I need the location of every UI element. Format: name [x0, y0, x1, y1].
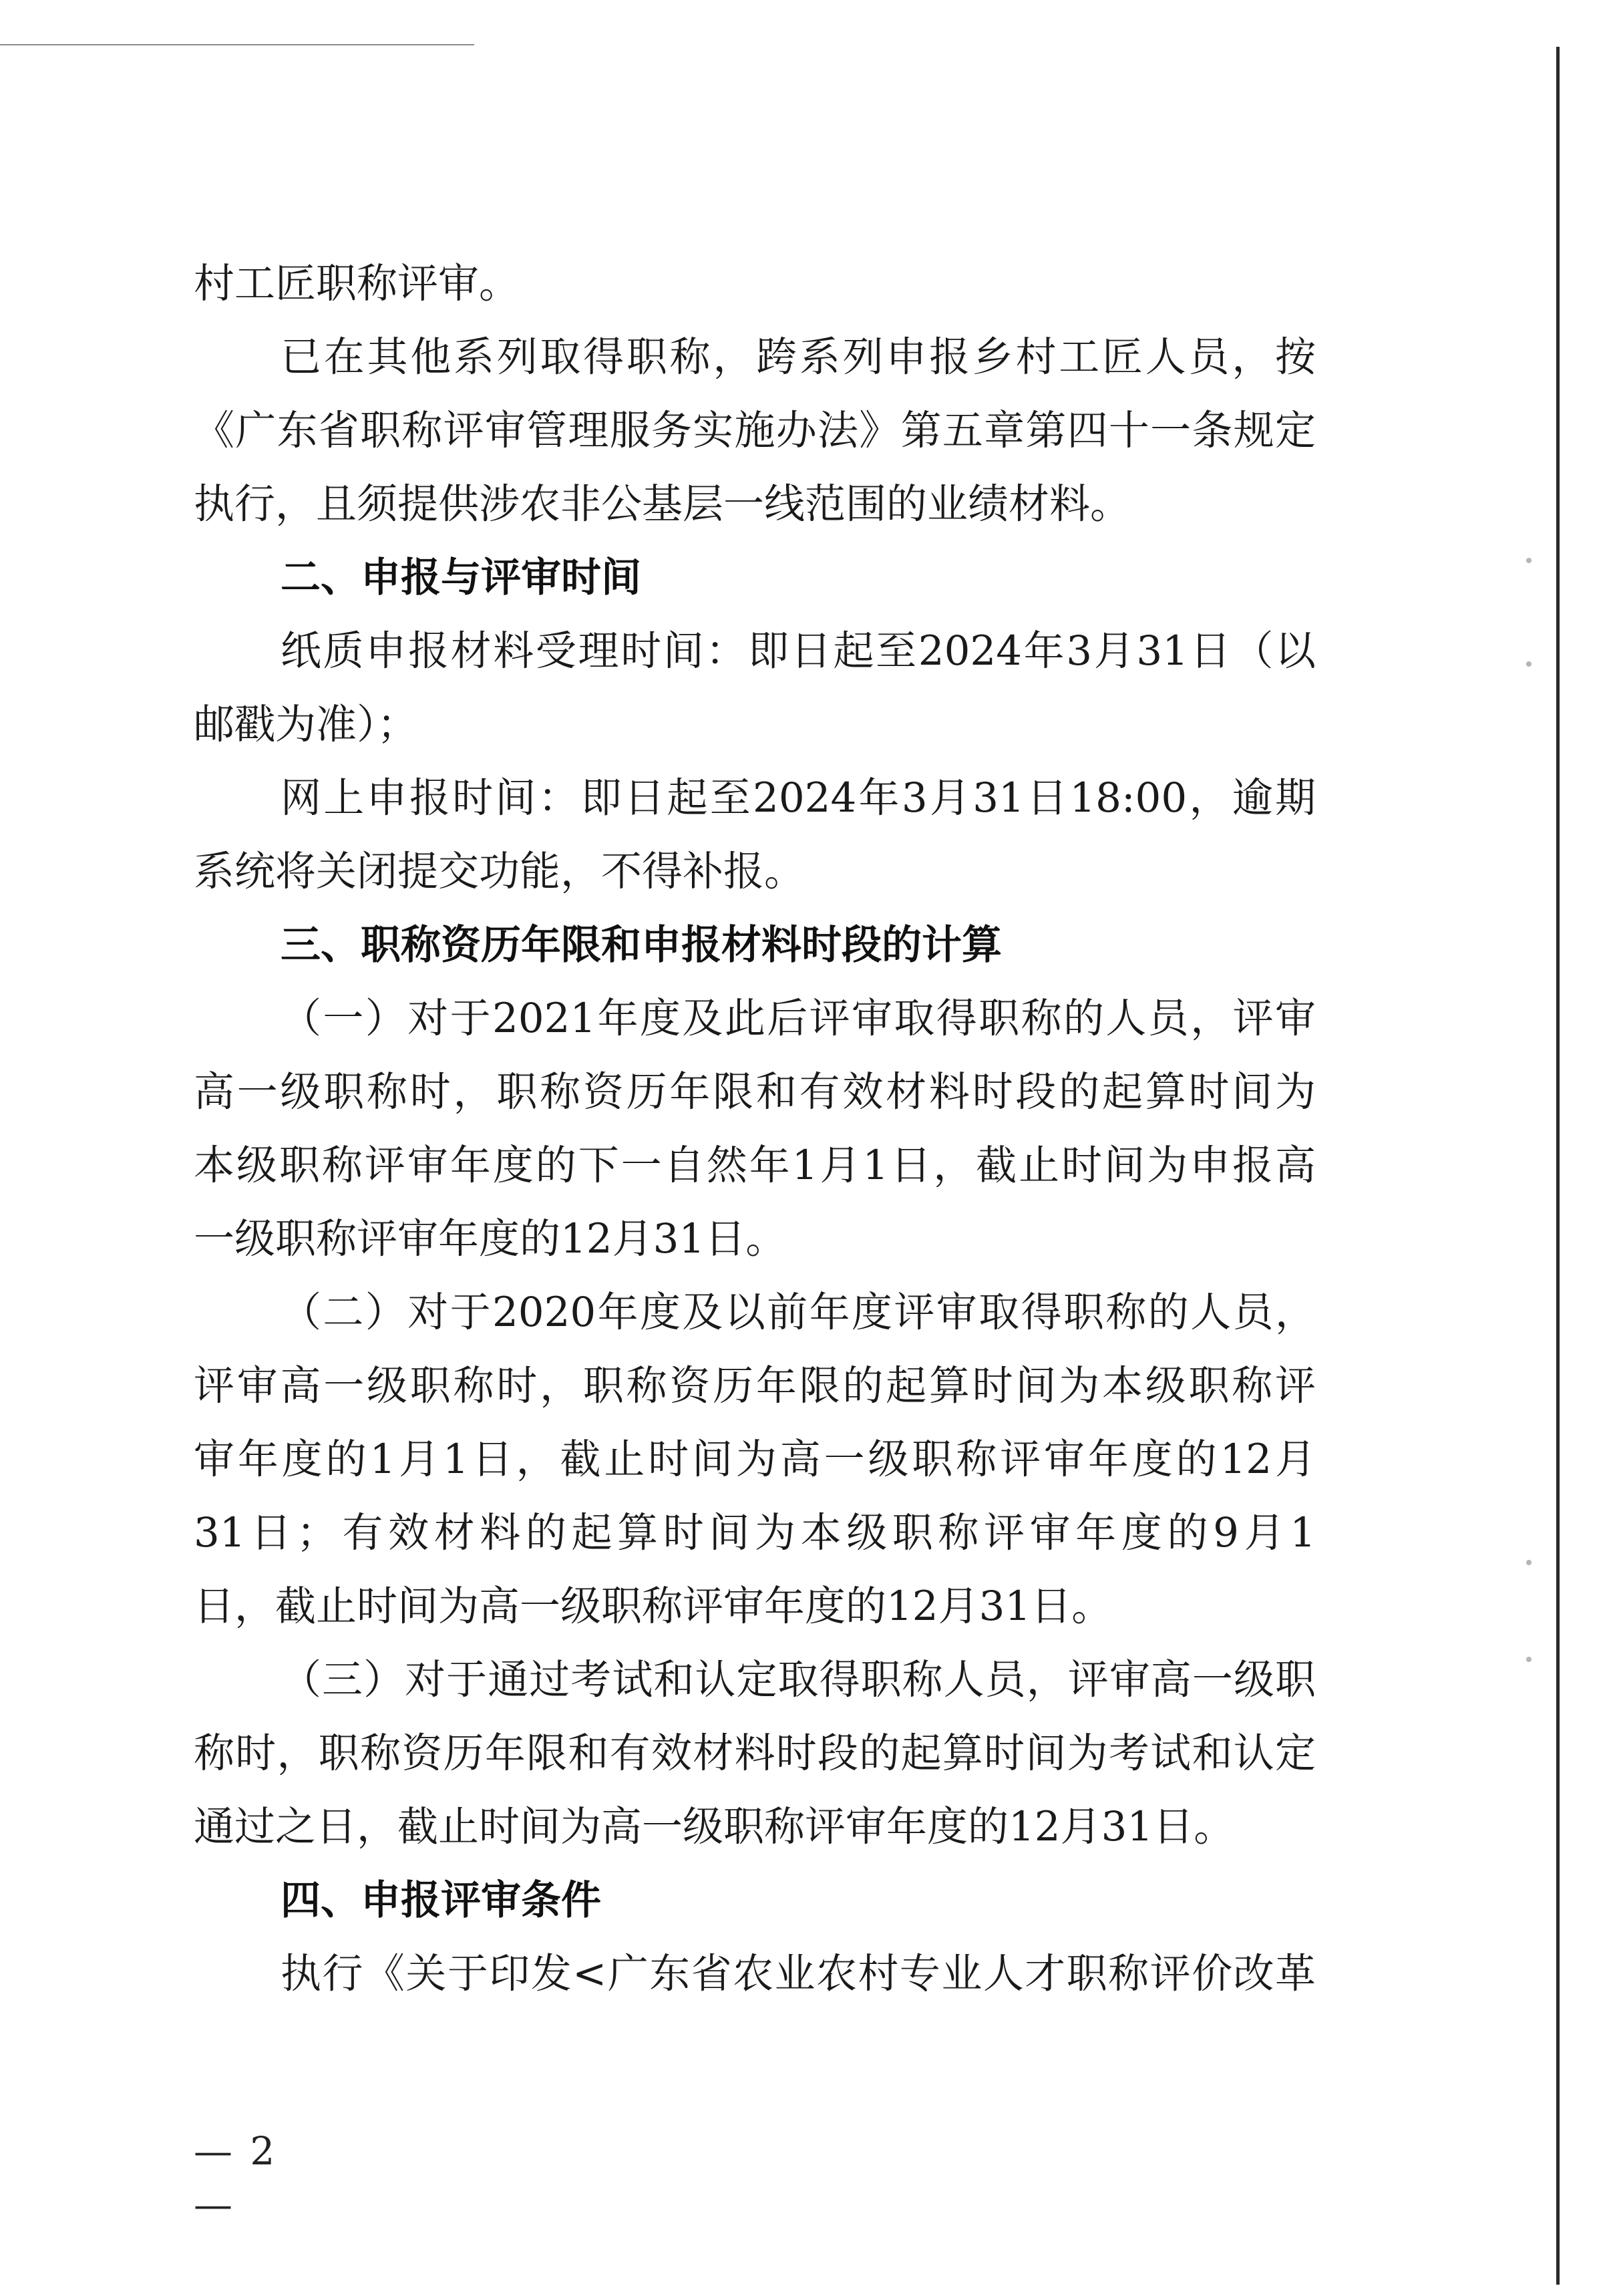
- body-line: （三）对于通过考试和认定取得职称人员，评审高一级职: [281, 1656, 1316, 1703]
- body-line: 系统将关闭提交功能，不得补报。: [194, 848, 806, 895]
- body-line: 称时，职称资历年限和有效材料时段的起算时间为考试和认定: [194, 1730, 1316, 1777]
- body-line: 31日；有效材料的起算时间为本级职称评审年度的9月1: [194, 1509, 1316, 1556]
- body-line: 网上申报时间：即日起至2024年3月31日18:00，逾期: [281, 774, 1316, 822]
- scan-speck: [1526, 661, 1532, 667]
- body-line: 执行《关于印发<广东省农业农村专业人才职称评价改革: [281, 1950, 1316, 1997]
- body-line: 日，截止时间为高一级职称评审年度的12月31日。: [194, 1583, 1113, 1630]
- body-line: 通过之日，截止时间为高一级职称评审年度的12月31日。: [194, 1803, 1235, 1850]
- section-heading-3: 三、职称资历年限和申报材料时段的计算: [281, 922, 1002, 969]
- body-line: 邮戳为准）；: [194, 701, 418, 748]
- section-heading-2: 二、申报与评审时间: [281, 554, 641, 601]
- body-line: 村工匠职称评审。: [194, 260, 520, 307]
- section-heading-4: 四、申报评审条件: [281, 1877, 601, 1924]
- body-line: 《广东省职称评审管理服务实施办法》第五章第四十一条规定: [194, 407, 1316, 454]
- scan-speck: [1526, 1560, 1532, 1565]
- scan-speck: [1526, 558, 1532, 563]
- page-number: — 2 —: [194, 2128, 278, 2227]
- body-line: 本级职称评审年度的下一自然年1月1日，截止时间为申报高: [194, 1142, 1316, 1189]
- body-line: （一）对于2021年度及此后评审取得职称的人员，评审: [281, 995, 1316, 1042]
- body-line: （二）对于2020年度及以前年度评审取得职称的人员，: [281, 1289, 1316, 1336]
- body-line: 审年度的1月1日，截止时间为高一级职称评审年度的12月: [194, 1436, 1316, 1483]
- body-line: 评审高一级职称时，职称资历年限的起算时间为本级职称评: [194, 1362, 1316, 1410]
- scan-speck: [1526, 1657, 1532, 1662]
- body-line: 一级职称评审年度的12月31日。: [194, 1215, 787, 1263]
- right-margin-rule: [1556, 47, 1560, 2285]
- body-line: 高一级职称时，职称资历年限和有效材料时段的起算时间为: [194, 1068, 1316, 1116]
- body-line: 纸质申报材料受理时间：即日起至2024年3月31日（以: [281, 627, 1316, 675]
- top-scan-rule: [0, 44, 474, 45]
- body-line: 已在其他系列取得职称，跨系列申报乡村工匠人员，按: [281, 333, 1316, 381]
- body-line: 执行，且须提供涉农非公基层一线范围的业绩材料。: [194, 480, 1131, 528]
